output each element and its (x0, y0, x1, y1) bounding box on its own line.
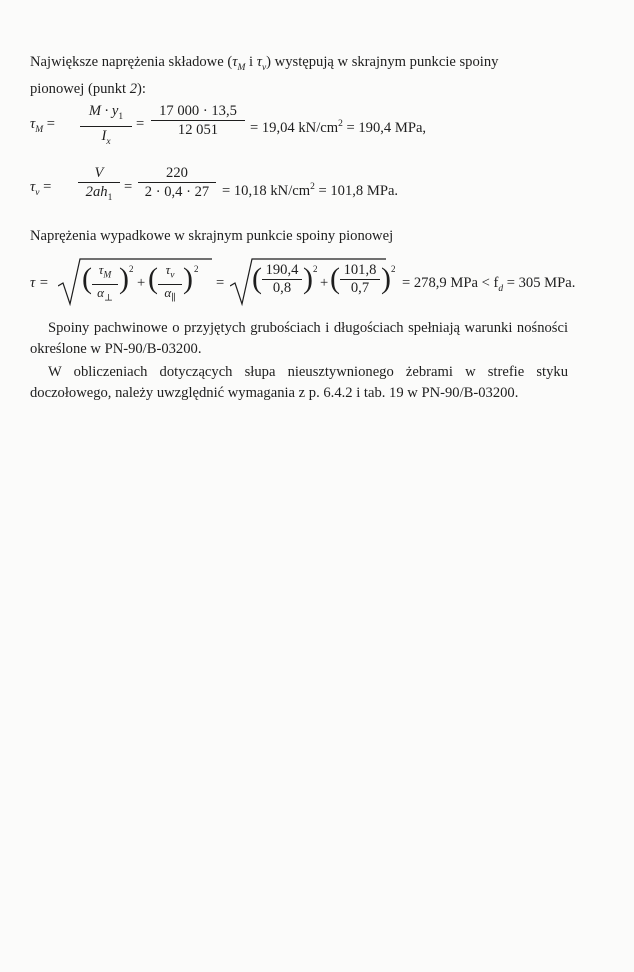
intro-paragraph (30, 52, 568, 100)
eq1-result-sup: 2 (338, 119, 343, 129)
paren-left: ( (148, 262, 158, 295)
eq1-lhs: τ (30, 116, 36, 132)
eq2-result-sup: 2 (310, 182, 315, 192)
eq3-a-num: τ (98, 262, 104, 277)
eq1-fraction-numeric (151, 102, 245, 139)
eq3-sup-c: 2 (313, 264, 318, 274)
eq3-a-den: α (97, 284, 104, 300)
tau-subscript: v (261, 62, 267, 73)
resultant-stress-paragraph (30, 226, 568, 247)
eq3-a-num-sub: M (103, 270, 112, 281)
eq2-result: = 10,18 kN/cm (222, 182, 311, 199)
conclusion-text: Spoiny pachwinowe o przyjętych grubościach i długościach spełniają warunki nośności określone w PN-90/B-03200. (30, 320, 568, 357)
eq3-d-num: 101,8 (343, 262, 377, 278)
intro-text-a: Największe naprężenia składowe ( (30, 54, 233, 70)
equation-tau-resultant (30, 256, 590, 308)
tau-symbol: τ (256, 54, 262, 70)
resultant-stress-text: Naprężenia wypadkowe w skrajnym punkcie spoiny pionowej (30, 228, 394, 244)
conclusion-paragraph (30, 318, 568, 360)
paren-right: ) (119, 262, 129, 295)
eq2-denominator-value: 2 · 0,4 · 27 (144, 184, 210, 200)
equation-tau-m: $\tau_M$ = $M \cdot y_1$ $I_x$ = 17 000 · 13,5 12 051 = 19,04 $kN/cm^2 = 190,4$ MPa, (30, 102, 590, 146)
tau-subscript: M (237, 62, 246, 73)
intro-text-e: ): (137, 80, 146, 97)
eq3-frac-b (158, 262, 182, 306)
eq1-lhs-sub: M (35, 124, 44, 135)
eq3-result-sub: d (498, 283, 504, 294)
eq3-c-den: 0,8 (272, 280, 292, 296)
eq3-plus-a: + (137, 275, 146, 291)
intro-text-c: ) występują w skrajnym punkcie spoiny (266, 54, 499, 70)
eq3-b-num-sub: v (170, 270, 175, 281)
eq1-fraction-symbolic (80, 102, 132, 151)
eq3-b-den: α (164, 284, 172, 300)
intro-text-d: pionowej (punkt (30, 80, 130, 97)
tau-symbol: τ (232, 54, 238, 70)
paren-right: ) (303, 262, 313, 295)
eq2-den-sub: 1 (107, 192, 113, 203)
point-number: 2 (129, 80, 138, 97)
requirements-paragraph (30, 362, 568, 404)
eq1-num-sub: 1 (118, 111, 124, 122)
eq1-den-sub: x (106, 136, 111, 147)
paren-left: ( (330, 262, 340, 295)
eq1-result-mpa: = 190,4 MPa, (342, 119, 427, 136)
paren-left: ( (252, 262, 262, 295)
eq3-frac-c (262, 262, 302, 297)
eq3-sup-d: 2 (391, 264, 396, 274)
intro-text-b: i (245, 54, 257, 70)
eq3-equals: = (216, 275, 225, 291)
paren-left: ( (82, 262, 92, 295)
eq3-frac-d (340, 262, 380, 297)
eq3-sup-b: 2 (194, 264, 199, 274)
eq3-lhs: τ = (30, 275, 49, 291)
eq3-result: = 278,9 MPa < f (402, 275, 499, 291)
eq2-result-mpa: = 101,8 MPa. (314, 182, 399, 199)
eq1-denominator-value: 12 051 (177, 122, 219, 138)
eq3-plus-b: + (320, 275, 329, 291)
eq3-b-den-sub: ∥ (171, 293, 176, 304)
eq2-denominator: 2ah (85, 184, 108, 200)
eq3-result-end: = 305 MPa. (503, 275, 576, 291)
eq2-fraction-numeric (138, 164, 216, 201)
eq1-denominator: I (101, 127, 107, 144)
eq2-lhs-sub: v (35, 187, 40, 198)
eq2-fraction-symbolic (78, 164, 120, 207)
eq1-numerator: M · y (88, 103, 119, 119)
equation-tau-v: $\tau_v$ = V $2ah_1$ = 220 2 · 0,4 · 27 = 10,18 $kN/cm^2 = 101,8$ MPa. (30, 164, 590, 208)
eq3-b-num: τ (165, 262, 171, 277)
eq2-numerator-value: 220 (166, 165, 188, 181)
eq3-d-den: 0,7 (350, 280, 370, 296)
eq3-frac-a (92, 262, 118, 306)
eq3-a-den-sub: ⊥ (103, 293, 113, 304)
eq2-numerator: V (94, 165, 104, 181)
eq3-c-num: 190,4 (265, 262, 299, 278)
eq3-sup-a: 2 (129, 264, 134, 274)
paren-right: ) (381, 262, 391, 295)
eq2-lhs: τ (30, 179, 36, 195)
eq1-numerator-value: 17 000 · 13,5 (159, 103, 237, 119)
eq1-result: = 19,04 kN/cm (250, 119, 339, 136)
requirements-text: W obliczeniach dotyczących słupa nieusztywnionego żebrami w strefie styku doczołowego, należy uwzględnić wymagania z p. 6.4.2 i tab. 19 w PN-90/B-03200. (30, 364, 568, 401)
paren-right: ) (183, 262, 193, 295)
